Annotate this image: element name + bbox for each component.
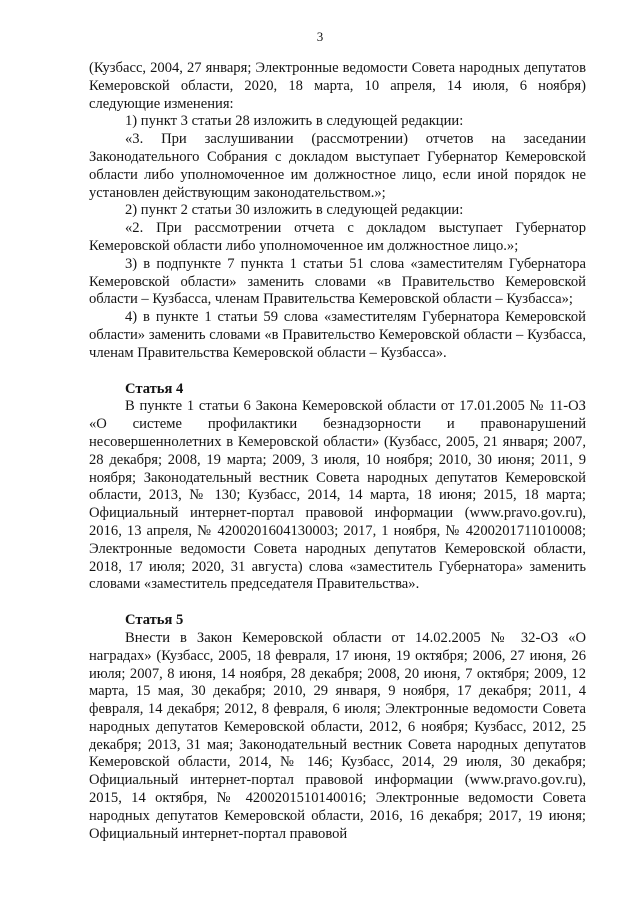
amendment-item-3: 3) в подпункте 7 пункта 1 статьи 51 слова «заместителям Губернатора Кемеровской области» заменить словами «в Правительство Кемеровской области – Кузбасса, членам Правительства Кемеровской области – Кузбасса»; xyxy=(89,255,586,308)
amendment-quote-1: «3. При заслушивании (рассмотрении) отчетов на заседании Законодательного Собрания с докладом выступает Губернатор Кемеровской области либо уполномоченное им должностное лицо, если иной порядок не установлен действующим законодательством.»; xyxy=(89,131,586,201)
document-body xyxy=(89,60,586,843)
amendment-quote-2: «2. При рассмотрении отчета с докладом выступает Губернатор Кемеровской области либо уполномоченное им должностное лицо.»; xyxy=(89,220,586,254)
page-number: 3 xyxy=(316,29,324,44)
article-4-heading: Статья 4 xyxy=(125,380,184,397)
intro-paragraph: (Кузбасс, 2004, 27 января; Электронные ведомости Совета народных депутатов Кемеровской области, 2020, 18 марта, 10 апреля, 14 июля, 6 ноября) следующие изменения: xyxy=(89,60,586,112)
article-5-text: Внести в Закон Кемеровской области от 14.02.2005 № 32-ОЗ «О наградах» (Кузбасс, 2005, 18 февраля, 17 июня, 19 октября; 2006, 27 июня, 26 июля; 2007, 8 июня, 14 ноября, 28 декабря; 2008, 20 июня, 7 октября; 2009, 12 марта, 15 мая, 30 декабря; 2010, 29 января, 9 ноября, 17 декабря; 2011, 4 февраля, 14 декабря; 2012, 8 февраля, 6 июля; Электронные ведомости Совета народных депутатов Кемеровской области, 2012, 6 ноября; Кузбасс, 2012, 25 декабря; 2013, 31 мая; Законодательный вестник Совета народных депутатов Кемеровской области, 2014, № 146; Кузбасс, 2014, 29 июля, 30 декабря; Официальный интернет-портал правовой информации (www.pravo.gov.ru), 2015, 14 октября, № 4200201510140016; Электронные ведомости Совета народных депутатов Кемеровской области, 2016, 16 декабря; 2017, 19 июня; Официальный интернет-портал правовой xyxy=(89,629,586,842)
article-4-text: В пункте 1 статьи 6 Закона Кемеровской области от 17.01.2005 № 11-ОЗ «О системе профилактики безнадзорности и правонарушений несовершеннолетних в Кемеровской области» (Кузбасс, 2005, 21 января; 2007, 28 декабря; 2008, 19 марта; 2009, 3 июля, 10 ноября; 2010, 30 июня; 2011, 9 ноября; Законодательный вестник Совета народных депутатов Кемеровской области, 2013, № 130; Кузбасс, 2014, 14 марта, 18 июня; 2015, 18 марта; Официальный интернет-портал правовой информации (www.pravo.gov.ru), 2016, 13 апреля, № 4200201604130003; 2017, 1 ноября, № 4200201711010008; Электронные ведомости Совета народных депутатов Кемеровской области, 2018, 17 июля; 2020, 31 августа) слова «заместитель Губернатора» заменить словами «заместитель председателя Правительства». xyxy=(89,398,586,593)
amendment-item-2: 2) пункт 2 статьи 30 изложить в следующей редакции: xyxy=(125,202,464,219)
article-5-heading: Статья 5 xyxy=(125,612,184,629)
amendment-item-1: 1) пункт 3 статьи 28 изложить в следующей редакции: xyxy=(125,113,464,130)
amendment-item-4: 4) в пункте 1 статьи 59 слова «заместителям Губернатора Кемеровской области» заменить словами «в Правительство Кемеровской области – Кузбасса, членам Правительства Кемеровской области – Кузбасса». xyxy=(89,309,586,361)
